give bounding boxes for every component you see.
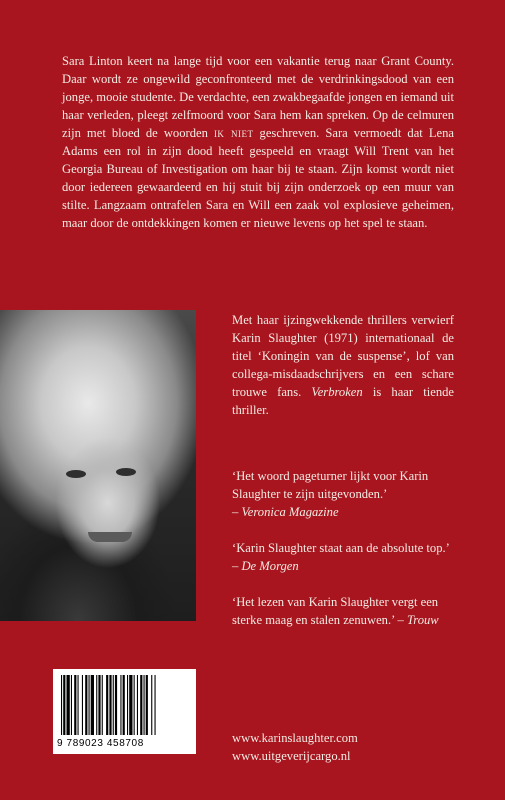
website-links <box>232 729 358 765</box>
website-author: www.karinslaughter.com <box>232 731 358 745</box>
synopsis-part1: Sara Linton keert na lange tijd voor een vakantie terug naar Grant County. Daar wordt ze ongewild geconfronteerd met de verdrinkingsdood van een jonge, mooie studente. De verdachte, een zwakbegaafde jongen en iemand uit haar verleden, pleegt zelfmoord voor Sara hem kan spreken. Op de celmuren zijn met bloed de woorden <box>62 54 454 140</box>
review-quote: ‘Het woord pageturner lijkt voor Karin Slaughter te zijn uitgevonden.’ – Veronica Magazine <box>232 469 429 519</box>
quote-text: ‘Het lezen van Karin Slaughter vergt een sterke maag en stalen zenuwen.’ <box>232 595 439 627</box>
synopsis-part2: geschreven. Sara vermoedt dat Lena Adams een rol in zijn dood heeft gespeeld en vraagt Will Trent van het Georgia Bureau of Investigation om haar bij te staan. Zijn komst wordt niet door iedereen gewaardeerd en hij stuit bij zijn onderzoek op een muur van stilte. Langzaam ontrafelen Sara en Will een zaak vol explosieve geheimen, maar door de ontdekkingen komen er nieuwe levens op het spel te staan. <box>62 126 454 230</box>
review-quotes <box>232 467 454 647</box>
review-quote: ‘Het lezen van Karin Slaughter vergt een sterke maag en stalen zenuwen.’ – Trouw <box>232 595 439 627</box>
bio-book-title: Verbroken <box>311 385 363 399</box>
quote-text: ‘Het woord pageturner lijkt voor Karin Slaughter te zijn uitgevonden.’ <box>232 469 429 501</box>
bio-part1: Met haar ijzingwekkende thrillers verwierf Karin Slaughter (1971) internationaal de titel ‘Koningin van de suspense’, lof van collega-misdaadschrijvers en een schare trouwe fans. <box>232 313 454 399</box>
barcode-bars <box>53 669 196 739</box>
quote-source: De Morgen <box>241 559 299 573</box>
author-photo <box>0 310 196 621</box>
author-bio <box>232 311 454 419</box>
quote-text: ‘Karin Slaughter staat aan de absolute top.’ <box>232 541 449 555</box>
isbn-barcode <box>53 669 196 754</box>
bio-part2: is haar tiende thriller. <box>232 385 454 417</box>
quote-source: Trouw <box>406 613 439 627</box>
author-photo-eye-right <box>116 468 136 476</box>
review-quote: ‘Karin Slaughter staat aan de absolute top.’ – De Morgen <box>232 541 449 573</box>
website-publisher: www.uitgeverijcargo.nl <box>232 749 351 763</box>
synopsis-text <box>62 52 454 232</box>
author-photo-eye-left <box>66 470 86 478</box>
quote-source: Veronica Magazine <box>241 505 339 519</box>
author-photo-mouth <box>88 532 132 542</box>
synopsis-smallcaps: ik niet <box>213 126 254 140</box>
isbn-digits: 9 789023 458708 <box>57 738 144 749</box>
